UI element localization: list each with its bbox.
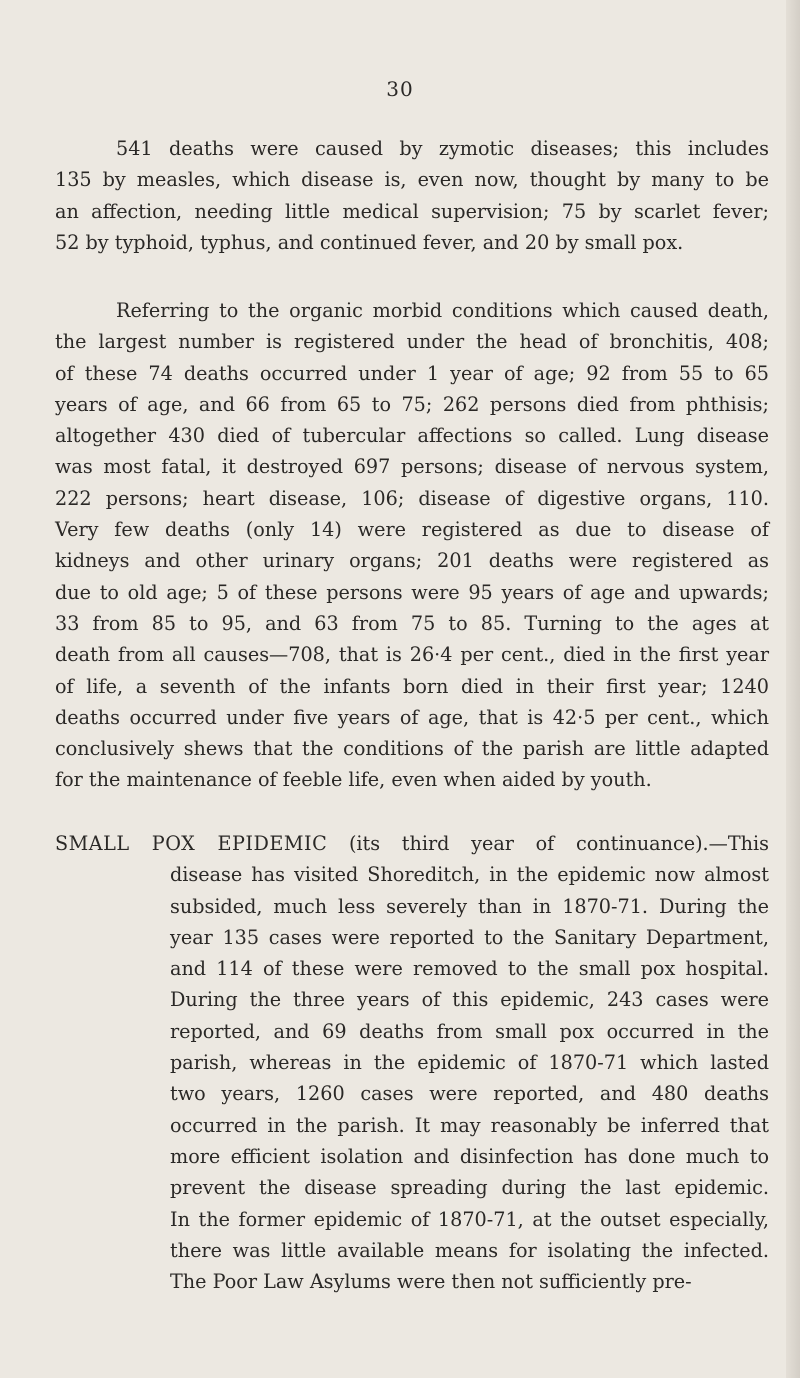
- text-line: of these 74 deaths occurred under 1 year of age; 92 from 55 to 65: [55, 361, 769, 385]
- text-line: 135 by measles, which disease is, even now, thought by many to be: [55, 168, 769, 192]
- text-line: there was little available means for isolating the infected.: [170, 1238, 769, 1262]
- text-line: 222 persons; heart disease, 106; disease of digestive organs, 110.: [55, 486, 769, 510]
- text-line: Referring to the organic morbid conditions which caused death,: [116, 299, 769, 322]
- heading-continuation: (its third year of continuance).—This: [348, 832, 769, 855]
- text-line: In the former epidemic of 1870-71, at the outset especially,: [170, 1207, 769, 1231]
- page-number: 30: [386, 77, 414, 101]
- text-line: prevent the disease spreading during the last epidemic.: [170, 1176, 769, 1200]
- text-line: the largest number is registered under the head of bronchitis, 408;: [55, 330, 769, 354]
- paragraph-organic-conditions: [55, 295, 769, 796]
- text-line: subsided, much less severely than in 1870-71. During the: [170, 894, 769, 918]
- page-edge-shadow: [786, 0, 800, 1378]
- text-line: 541 deaths were caused by zymotic diseases; this includes: [116, 137, 769, 160]
- text-line: parish, whereas in the epidemic of 1870-71 which lasted: [170, 1051, 769, 1075]
- text-line: year 135 cases were reported to the Sanitary Department,: [170, 925, 769, 949]
- text-line: was most fatal, it destroyed 697 persons; disease of nervous system,: [55, 455, 769, 479]
- text-line: two years, 1260 cases were reported, and 480 deaths: [170, 1082, 769, 1106]
- text-line: [55, 828, 769, 859]
- text-line: kidneys and other urinary organs; 201 deaths were registered as: [55, 549, 769, 573]
- text-line: 33 from 85 to 95, and 63 from 75 to 85. Turning to the ages at: [55, 611, 769, 635]
- text-line: more efficient isolation and disinfection has done much to: [170, 1144, 769, 1168]
- text-line: 52 by typhoid, typhus, and continued fever, and 20 by small pox.: [55, 230, 684, 254]
- text-line: Very few deaths (only 14) were registered as due to disease of: [55, 518, 769, 542]
- text-line: for the maintenance of feeble life, even when aided by youth.: [55, 768, 652, 792]
- text-line: due to old age; 5 of these persons were 95 years of age and upwards;: [55, 580, 769, 604]
- text-line: The Poor Law Asylums were then not sufficiently pre-: [170, 1270, 692, 1294]
- text-line: altogether 430 died of tubercular affections so called. Lung disease: [55, 424, 769, 448]
- text-line: disease has visited Shoreditch, in the epidemic now almost: [170, 863, 769, 887]
- text-line: of life, a seventh of the infants born died in their first year; 1240: [55, 674, 769, 698]
- text-line: occurred in the parish. It may reasonably be inferred that: [170, 1113, 769, 1137]
- paragraph-small-pox-epidemic: [55, 828, 769, 1297]
- text-line: conclusively shews that the conditions of the parish are little adapted: [55, 737, 769, 761]
- text-line: During the three years of this epidemic, 243 cases were: [170, 988, 769, 1012]
- text-line: an affection, needing little medical supervision; 75 by scarlet fever;: [55, 199, 769, 223]
- paragraph-zymotic-diseases: [55, 133, 769, 258]
- text-line: and 114 of these were removed to the small pox hospital.: [170, 957, 769, 981]
- text-line: death from all causes—708, that is 26·4 per cent., died in the first year: [55, 643, 769, 667]
- text-line: reported, and 69 deaths from small pox occurred in the: [170, 1019, 769, 1043]
- text-line: deaths occurred under five years of age, that is 42·5 per cent., which: [55, 705, 769, 729]
- text-line: years of age, and 66 from 65 to 75; 262 persons died from phthisis;: [55, 392, 769, 416]
- section-heading: SMALL POX EPIDEMIC: [55, 832, 328, 855]
